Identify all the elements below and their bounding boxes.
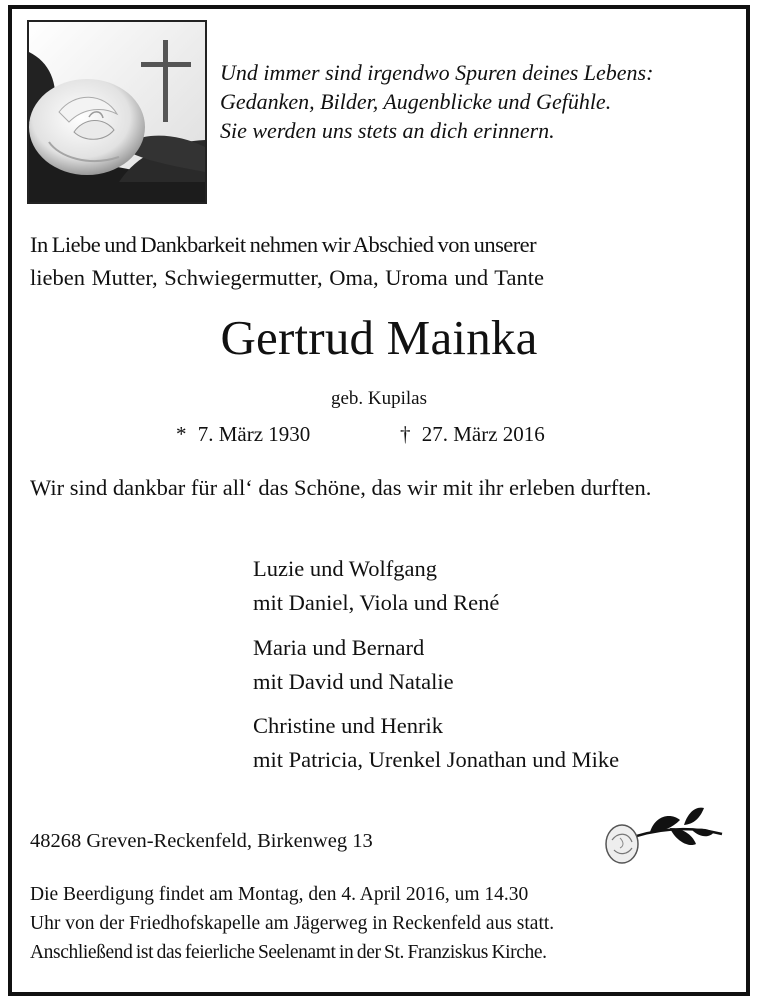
deceased-name: Gertrud Mainka (220, 310, 538, 365)
family-group (253, 552, 499, 620)
address: 48268 Greven-Reckenfeld, Birkenweg 13 (30, 830, 373, 852)
funeral-info (30, 880, 554, 967)
family-names: Christine und Henrik (253, 713, 443, 738)
birth-star-icon: * (176, 422, 187, 446)
death-date: 27. März 2016 (421, 422, 545, 446)
memorial-verse (220, 58, 653, 145)
family-children: mit Daniel, Viola und René (253, 590, 500, 615)
birth-date-group (176, 422, 310, 447)
rose-icon (600, 798, 730, 868)
thanks-text: Wir sind dankbar für all‘ das Schöne, das wir mit ihr erleben durften. (30, 475, 652, 500)
rose-cross-photo (27, 20, 207, 204)
family-group (253, 709, 619, 777)
birth-name: geb. Kupilas (330, 388, 428, 409)
family-group (253, 631, 454, 699)
birth-date: 7. März 1930 (197, 422, 311, 446)
verse-line: Gedanken, Bilder, Augenblicke und Gefühle. (220, 89, 612, 114)
death-date-group (400, 422, 545, 447)
family-children: mit Patricia, Urenkel Jonathan und Mike (253, 747, 620, 772)
funeral-line: Anschließend ist das feierliche Seelenamt in der St. Franziskus Kirche. (30, 942, 547, 963)
funeral-line: Uhr von der Friedhofskapelle am Jägerweg in Reckenfeld aus statt. (30, 913, 555, 934)
farewell-intro (30, 228, 730, 294)
death-cross-icon: † (400, 422, 411, 446)
intro-line: lieben Mutter, Schwiegermutter, Oma, Uroma und Tante (30, 265, 544, 290)
family-names: Maria und Bernard (253, 635, 425, 660)
funeral-line: Die Beerdigung findet am Montag, den 4. April 2016, um 14.30 (30, 884, 529, 905)
intro-line: In Liebe und Dankbarkeit nehmen wir Abschied von unserer (30, 232, 537, 257)
family-names: Luzie und Wolfgang (253, 556, 437, 581)
rose-and-cross-image (29, 22, 205, 202)
family-children: mit David und Natalie (253, 669, 454, 694)
verse-line: Und immer sind irgendwo Spuren deines Lebens: (220, 60, 654, 85)
verse-line: Sie werden uns stets an dich erinnern. (220, 118, 555, 143)
